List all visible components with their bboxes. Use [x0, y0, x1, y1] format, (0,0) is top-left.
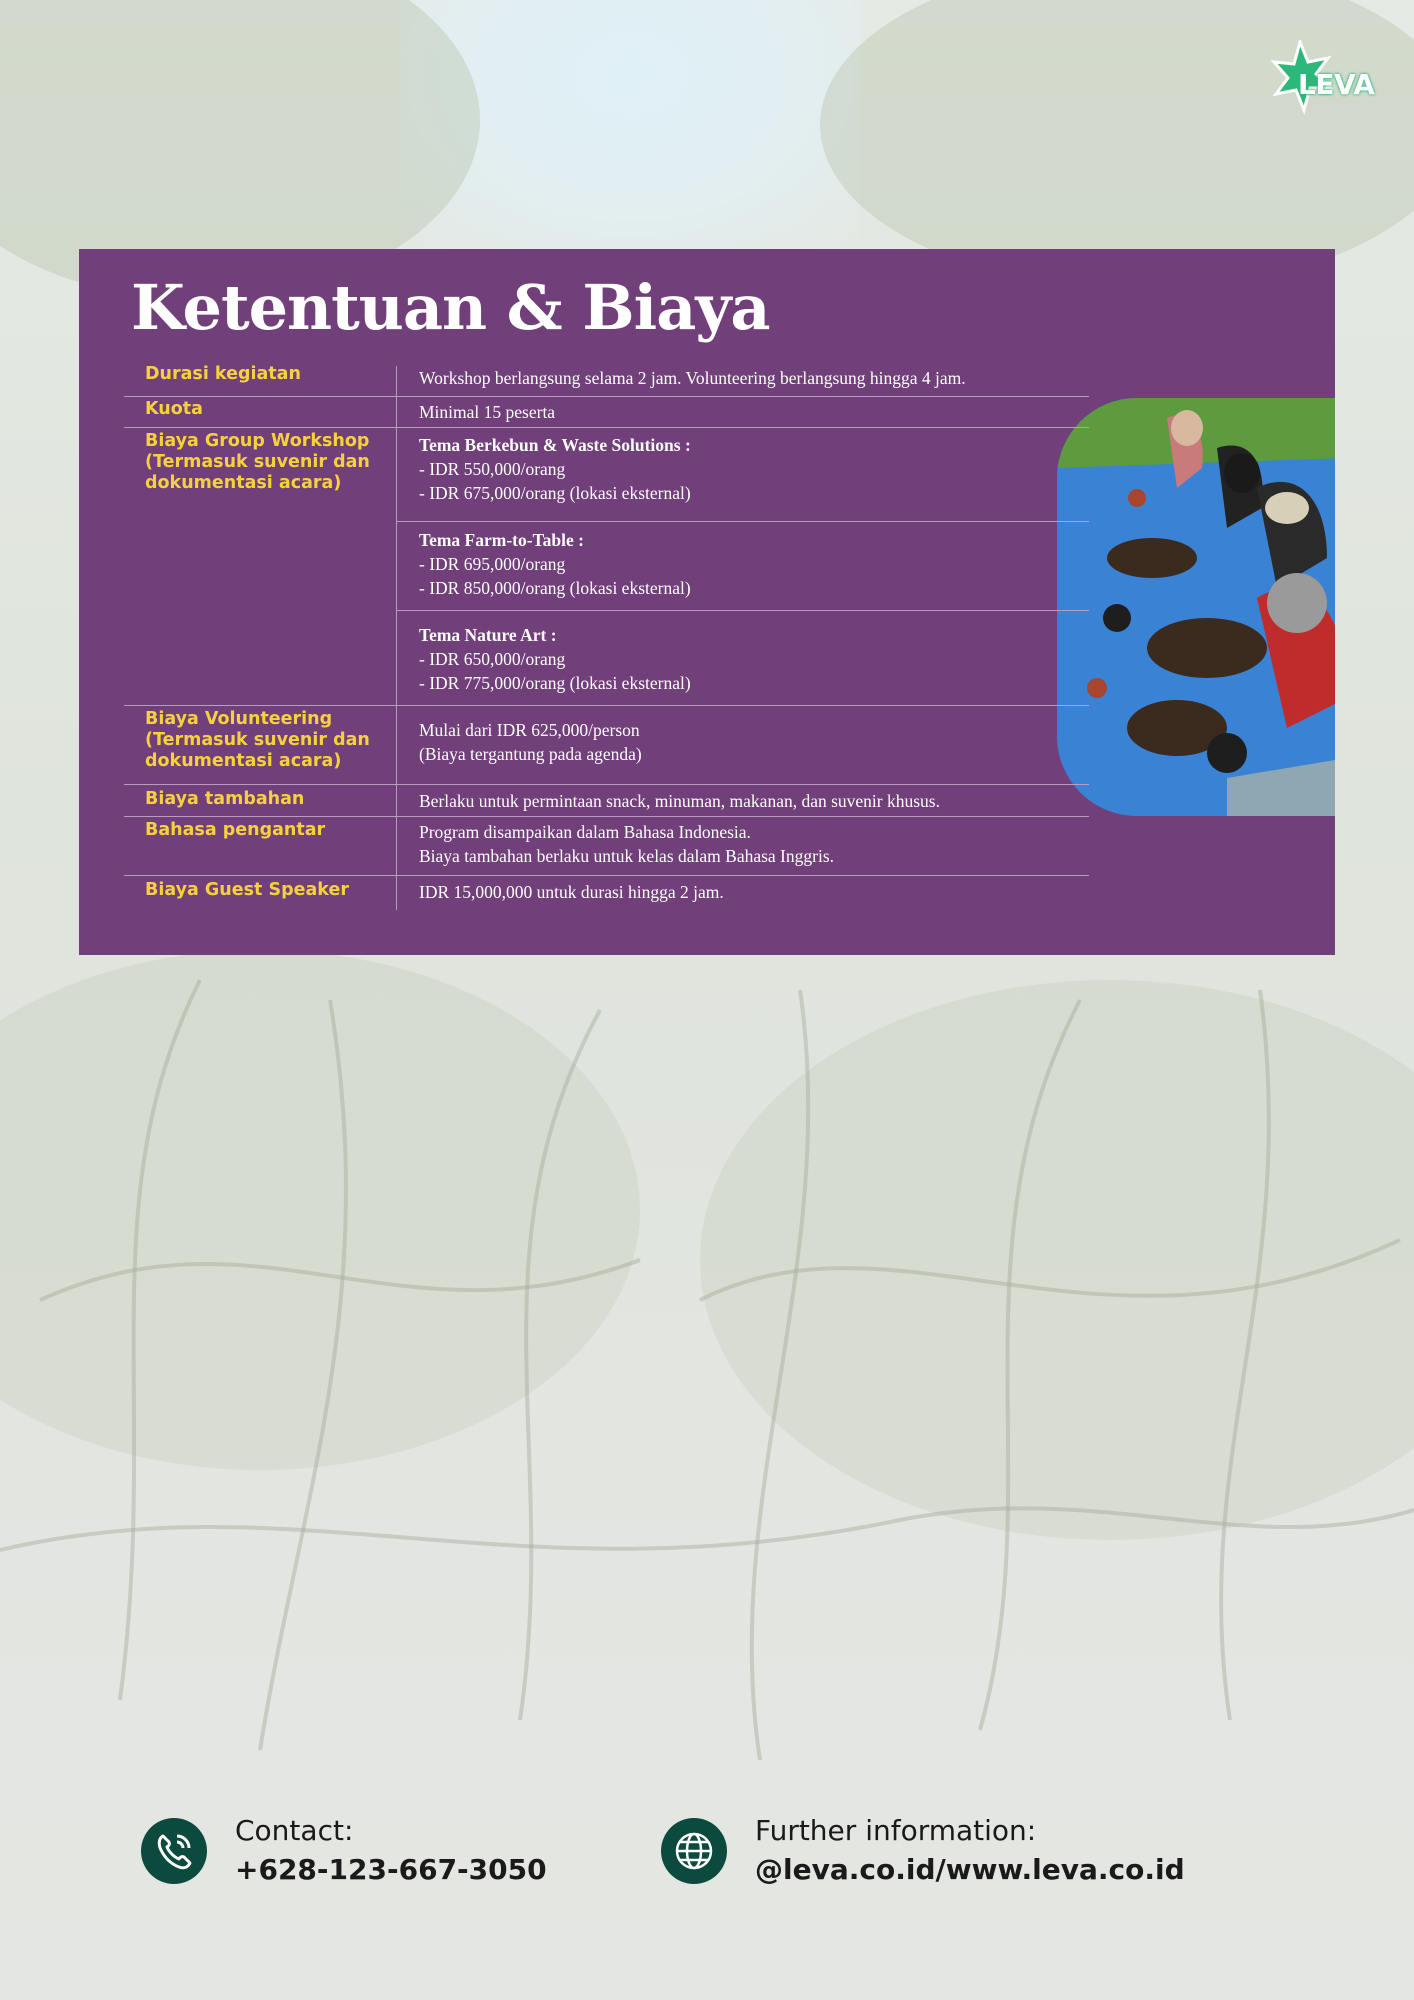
theme-nature-art-price-external: - IDR 775,000/orang (lokasi eksternal) — [419, 673, 691, 693]
label-biaya-tambahan: Biaya tambahan — [145, 789, 305, 809]
theme-berkebun-price-external: - IDR 675,000/orang (lokasi eksternal) — [419, 483, 691, 503]
row-divider — [124, 396, 1089, 397]
globe-icon[interactable] — [661, 1818, 727, 1884]
theme-farm-to-table-price: - IDR 695,000/orang — [419, 554, 566, 574]
value-durasi-kegiatan: Workshop berlangsung selama 2 jam. Volunteering berlangsung hingga 4 jam. — [419, 368, 966, 388]
panel-title: Ketentuan & Biaya — [131, 271, 770, 344]
theme-berkebun-price: - IDR 550,000/orang — [419, 459, 566, 479]
theme-farm-to-table-title: Tema Farm-to-Table : — [419, 530, 584, 550]
theme-nature-art-title: Tema Nature Art : — [419, 625, 557, 645]
label-biaya-volunteering: Biaya Volunteering (Termasuk suvenir dan dokumentasi acara) — [145, 709, 370, 771]
terms-and-fees-panel — [79, 249, 1335, 955]
value-biaya-guest-speaker: IDR 15,000,000 untuk durasi hingga 2 jam. — [419, 882, 724, 902]
row-divider — [124, 816, 1089, 817]
volunteering-price: Mulai dari IDR 625,000/person — [419, 720, 640, 740]
contact-block — [141, 1812, 601, 1892]
volunteering-note: (Biaya tergantung pada agenda) — [419, 744, 642, 764]
sub-row-divider — [396, 521, 1089, 522]
row-divider — [124, 705, 1089, 706]
leva-logo — [1268, 40, 1378, 130]
theme-berkebun-title: Tema Berkebun & Waste Solutions : — [419, 435, 691, 455]
bahasa-line-1: Program disampaikan dalam Bahasa Indonesia. — [419, 822, 751, 842]
theme-nature-art — [419, 623, 1119, 695]
theme-farm-to-table-price-external: - IDR 850,000/orang (lokasi eksternal) — [419, 578, 691, 598]
label-biaya-group-workshop: Biaya Group Workshop (Termasuk suvenir dan dokumentasi acara) — [145, 431, 370, 493]
label-bahasa-pengantar: Bahasa pengantar — [145, 820, 326, 840]
info-links[interactable]: @leva.co.id/www.leva.co.id — [755, 1853, 1185, 1886]
bahasa-line-2: Biaya tambahan berlaku untuk kelas dalam Bahasa Inggris. — [419, 846, 835, 866]
theme-farm-to-table — [419, 528, 1119, 600]
phone-icon[interactable] — [141, 1818, 207, 1884]
info-label: Further information: — [755, 1814, 1037, 1847]
contact-phone[interactable]: +628-123-667-3050 — [235, 1853, 547, 1886]
value-biaya-tambahan: Berlaku untuk permintaan snack, minuman, makanan, dan suvenir khusus. — [419, 791, 940, 811]
label-biaya-guest-speaker: Biaya Guest Speaker — [145, 880, 349, 900]
value-biaya-volunteering — [419, 718, 1119, 766]
label-kuota: Kuota — [145, 399, 203, 419]
contact-label: Contact: — [235, 1814, 354, 1847]
table-column-divider — [396, 366, 397, 910]
info-block — [661, 1812, 1281, 1892]
theme-berkebun — [419, 433, 1119, 505]
value-kuota: Minimal 15 peserta — [419, 402, 556, 422]
theme-nature-art-price: - IDR 650,000/orang — [419, 649, 566, 669]
row-divider — [124, 427, 1089, 428]
value-bahasa-pengantar — [419, 820, 1119, 868]
sub-row-divider — [396, 610, 1089, 611]
label-durasi-kegiatan: Durasi kegiatan — [145, 364, 301, 384]
logo-text: LEVA — [1298, 68, 1375, 101]
row-divider — [124, 875, 1089, 876]
row-divider — [124, 784, 1089, 785]
